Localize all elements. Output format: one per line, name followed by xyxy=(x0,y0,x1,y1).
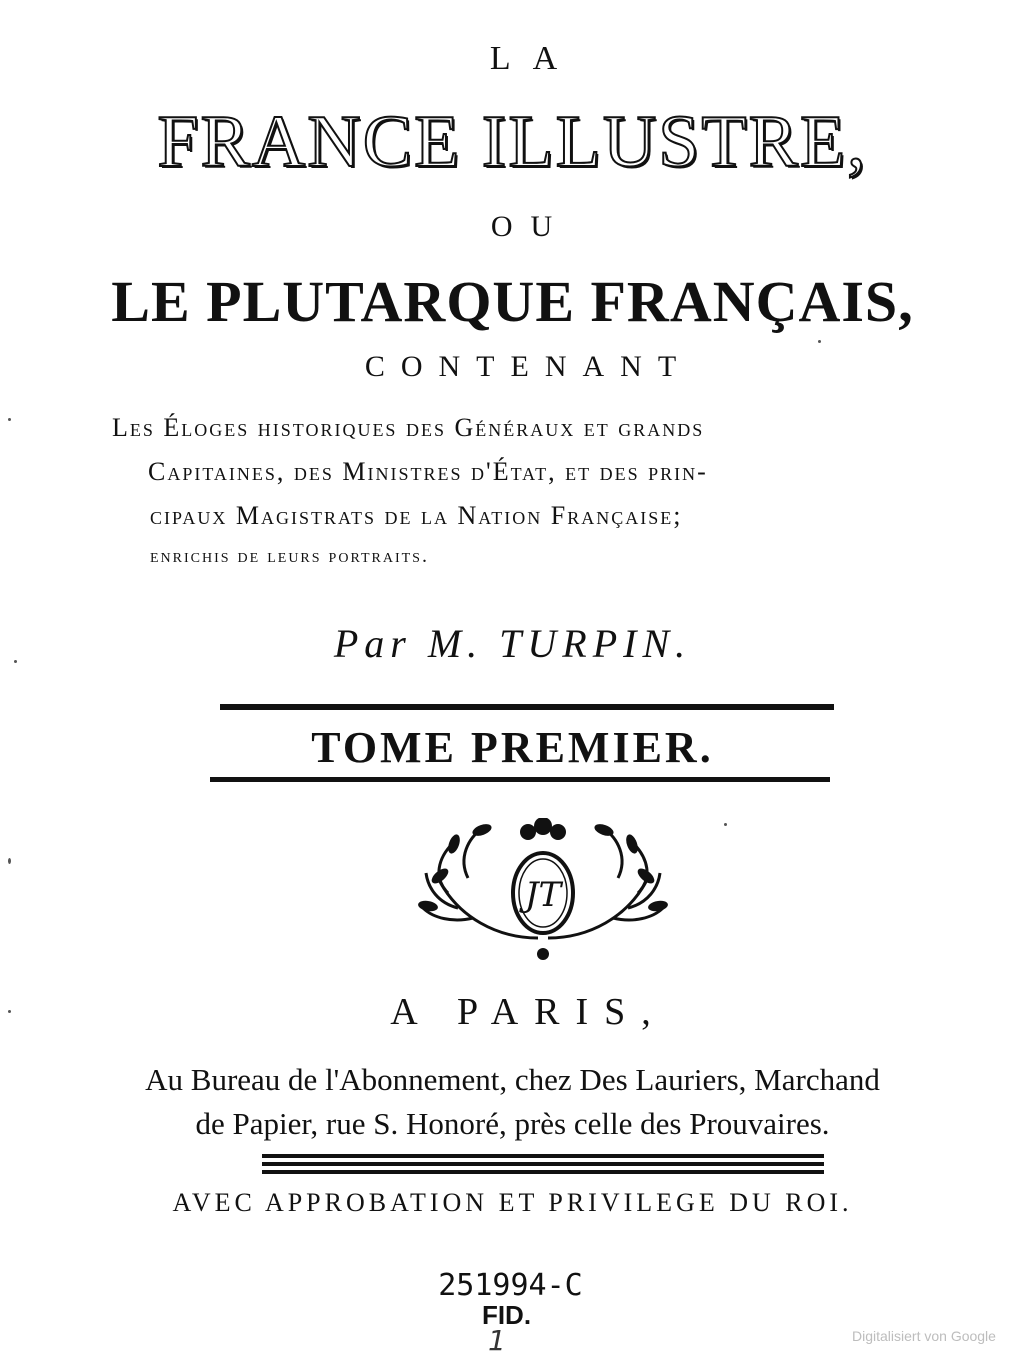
wreath-monogram-icon xyxy=(418,818,668,968)
page-speck xyxy=(8,418,11,421)
page-speck xyxy=(724,823,727,826)
page-speck xyxy=(818,340,821,343)
title-ou: OU xyxy=(490,210,571,243)
handwritten-number: 1 xyxy=(488,1324,506,1357)
imprint-line: de Papier, rue S. Honoré, près celle des Prouvaires. xyxy=(195,1106,830,1141)
page-speck xyxy=(14,660,17,663)
description-line: enrichis de leurs portraits. xyxy=(150,545,429,567)
page-speck xyxy=(8,1010,11,1013)
place-line: A PARIS, xyxy=(390,991,667,1033)
volume-title: TOME PREMIER. xyxy=(311,723,714,772)
double-rule xyxy=(262,1154,824,1174)
subtitle: LE PLUTARQUE FRANÇAIS, xyxy=(111,269,914,334)
description-line: Capitaines, des Ministres d'État, et des prin- xyxy=(148,457,708,486)
shelfmark-stamp: 251994-C xyxy=(438,1268,583,1303)
bottom-rule xyxy=(210,777,830,782)
description-line: cipaux Magistrats de la Nation Française; xyxy=(150,501,683,530)
privilege-line: AVEC APPROBATION ET PRIVILEGE DU ROI. xyxy=(172,1188,853,1217)
contenant-label: CONTENANT xyxy=(364,350,693,383)
title-la: LA xyxy=(489,40,580,77)
author-line: Par M. TURPIN. xyxy=(333,621,692,666)
page-speck xyxy=(8,858,11,864)
imprint-line: Au Bureau de l'Abonnement, chez Des Lauriers, Marchand xyxy=(145,1062,880,1097)
main-title: FRANCE ILLUSTRE, xyxy=(157,101,868,183)
svg-text:JT: JT xyxy=(524,875,562,915)
digitization-watermark: Digitalisiert von Google xyxy=(852,1328,996,1344)
top-rule xyxy=(220,704,834,710)
fid-stamp: FID. xyxy=(481,1300,532,1330)
description-line: Les Éloges historiques des Généraux et grands xyxy=(112,413,705,442)
